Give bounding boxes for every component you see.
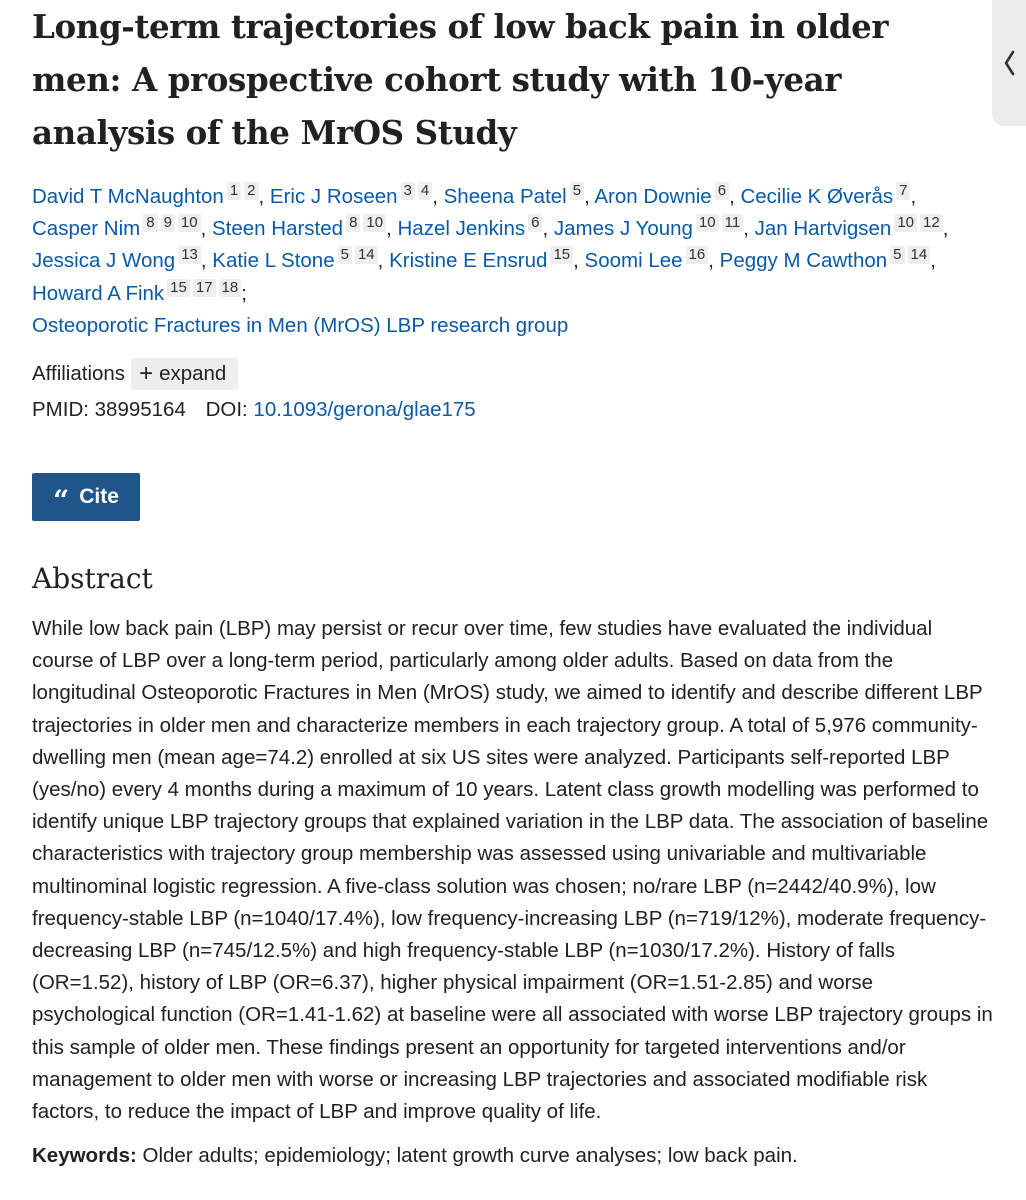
article-page — [32, 0, 992, 1172]
author — [553, 214, 755, 241]
affiliation-marker[interactable]: 8 — [346, 214, 360, 232]
author-separator: , — [942, 217, 949, 241]
abstract-heading: Abstract — [32, 562, 153, 596]
affiliation-marker[interactable]: 10 — [363, 214, 386, 232]
author-separator: , — [200, 249, 213, 273]
author-name-link[interactable]: Eric J Roseen — [269, 185, 398, 208]
affiliation-marker[interactable]: 13 — [178, 246, 201, 264]
author-name-link[interactable]: David T McNaughton — [32, 185, 224, 208]
expand-affiliations-button[interactable] — [131, 358, 238, 390]
author-separator: , — [584, 185, 595, 208]
affiliation-marker[interactable]: 11 — [722, 214, 744, 232]
author-separator: , — [573, 249, 585, 273]
author — [443, 182, 595, 208]
affiliation-marker[interactable]: 4 — [418, 182, 432, 200]
author — [754, 214, 949, 241]
affiliation-marker[interactable]: 15 — [550, 246, 573, 264]
side-panel-toggle[interactable] — [992, 0, 1026, 126]
affiliation-marker[interactable]: 5 — [890, 246, 904, 264]
affiliation-marker[interactable]: 14 — [908, 246, 931, 264]
keywords-label: Keywords: — [32, 1144, 137, 1168]
affiliation-marker[interactable]: 9 — [161, 214, 175, 232]
keywords-list: Older adults; epidemiology; latent growth curve analyses; low back pain. — [142, 1144, 798, 1168]
affiliation-marker[interactable]: 14 — [355, 246, 378, 264]
affiliation-marker[interactable]: 15 — [167, 279, 190, 297]
author-name-link[interactable]: Kristine E Ensrud — [389, 249, 548, 273]
plus-icon: + — [139, 360, 154, 388]
author-name-link[interactable]: Peggy M Cawthon — [719, 249, 888, 273]
chevron-left-icon — [1002, 50, 1016, 76]
author-name-link[interactable]: Steen Harsted — [212, 217, 344, 241]
author — [389, 246, 585, 273]
author-name-link[interactable]: Katie L Stone — [212, 249, 335, 273]
author-separator: , — [200, 217, 212, 241]
author — [719, 246, 936, 273]
affiliation-marker[interactable]: 1 — [227, 182, 241, 200]
author — [269, 182, 444, 208]
author — [740, 182, 917, 208]
author-list — [32, 181, 982, 342]
author — [212, 246, 390, 273]
affiliation-marker[interactable]: 18 — [219, 279, 242, 297]
affiliation-marker[interactable]: 8 — [143, 214, 157, 232]
cite-button[interactable] — [32, 473, 140, 521]
expand-label: expand — [159, 362, 227, 386]
affiliation-marker[interactable]: 3 — [401, 182, 415, 200]
affiliation-marker[interactable]: 17 — [193, 279, 216, 297]
affiliation-marker[interactable]: 16 — [686, 246, 709, 264]
research-group-link[interactable]: Osteoporotic Fractures in Men (MrOS) LBP research group — [32, 313, 569, 337]
author-separator: , — [729, 185, 741, 208]
affiliation-marker[interactable]: 12 — [920, 214, 943, 232]
affiliation-marker[interactable]: 10 — [894, 214, 917, 232]
quote-icon: “ — [53, 484, 70, 518]
affiliation-marker[interactable]: 6 — [715, 182, 729, 200]
author — [584, 246, 720, 273]
author-separator: , — [708, 249, 720, 273]
author-separator: , — [930, 249, 936, 273]
affiliation-marker[interactable]: 10 — [696, 214, 719, 232]
author-name-link[interactable]: Aron Downie — [594, 185, 712, 208]
abstract-text: While low back pain (LBP) may persist or recur over time, few studies have evaluated the individual course of LBP over a long-term period, particularly among older adults. Based on data from the longitudinal Osteoporotic Fractures in Men (MrOS) study, we aimed to identify and describe different LBP trajectories in older men and characterize members in each trajectory group. A total of 5,976 community-dwelling men (mean age=74.2) enrolled at six US sites were analyzed. Participants self-reported LBP (yes/no) every 4 months during a maximum of 10 years. Latent class growth modelling was performed to identify unique LBP trajectory groups that explained variation in the LBP data. The association of baseline characteristics with trajectory group membership was assessed using univariable and multivariable multinominal logistic regression. A five-class solution was chosen; no/rare LBP (n=2442/40.9%), low frequency-stable LBP (n=1040/17.4%), low frequency-increasing LBP (n=719/12%), moderate frequency-decreasing LBP (n=745/12.5%) and high frequency-stable LBP (n=1030/17.2%). History of falls (OR=1.52), history of LBP (OR=6.37), higher physical impairment (OR=1.51-2.85) and worse psychological function (OR=1.41-1.62) at baseline were all associated with worse LBP trajectory groups in this sample of older men. These findings present an opportunity for targeted interventions and/or management to older men with worse or increasing LBP trajectories and associated modifiable risk factors, to reduce the impact of LBP and improve quality of life. — [32, 617, 993, 1124]
identifiers-row — [32, 394, 992, 426]
author-separator: ; — [241, 281, 247, 305]
author — [32, 214, 212, 241]
keywords — [32, 1140, 992, 1172]
affiliation-marker[interactable]: 5 — [570, 182, 584, 200]
author-separator: , — [377, 249, 390, 273]
affiliations-label: Affiliations — [32, 362, 126, 386]
author-separator: , — [542, 217, 554, 241]
cite-label: Cite — [79, 485, 119, 509]
author-name-link[interactable]: Cecilie K Øverås — [740, 185, 894, 208]
author-separator: , — [386, 217, 398, 241]
author — [32, 182, 270, 208]
affiliation-marker[interactable]: 7 — [896, 182, 910, 200]
author-separator: , — [432, 185, 444, 208]
author-separator: , — [743, 217, 755, 241]
author — [32, 278, 247, 305]
author-name-link[interactable]: Soomi Lee — [584, 249, 683, 273]
pmid: PMID: 38995164 — [32, 398, 186, 422]
affiliation-marker[interactable]: 10 — [178, 214, 201, 232]
doi-label: DOI: — [205, 398, 248, 422]
author-name-link[interactable]: James J Young — [553, 217, 693, 241]
author-name-link[interactable]: Hazel Jenkins — [397, 217, 526, 241]
doi-link[interactable]: 10.1093/gerona/glae175 — [253, 398, 476, 422]
article-title: Long-term trajectories of low back pain in older men: A prospective cohort study with 10-year analysis of the MrOS Study — [32, 7, 889, 152]
author-name-link[interactable]: Howard A Fink — [32, 281, 165, 305]
affiliations-row — [32, 358, 992, 390]
author-name-link[interactable]: Sheena Patel — [443, 185, 567, 208]
affiliation-marker[interactable]: 6 — [528, 214, 542, 232]
author-name-link[interactable]: Casper Nim — [32, 217, 141, 241]
author-name-link[interactable]: Jessica J Wong — [32, 249, 176, 273]
author — [397, 214, 554, 241]
author — [212, 214, 398, 241]
author — [594, 182, 741, 208]
author-separator: , — [910, 185, 917, 208]
author-name-link[interactable]: Jan Hartvigsen — [754, 217, 892, 241]
affiliation-marker[interactable]: 5 — [338, 246, 352, 264]
author — [32, 246, 213, 273]
affiliation-marker[interactable]: 2 — [244, 182, 258, 200]
author-separator: , — [258, 185, 270, 208]
